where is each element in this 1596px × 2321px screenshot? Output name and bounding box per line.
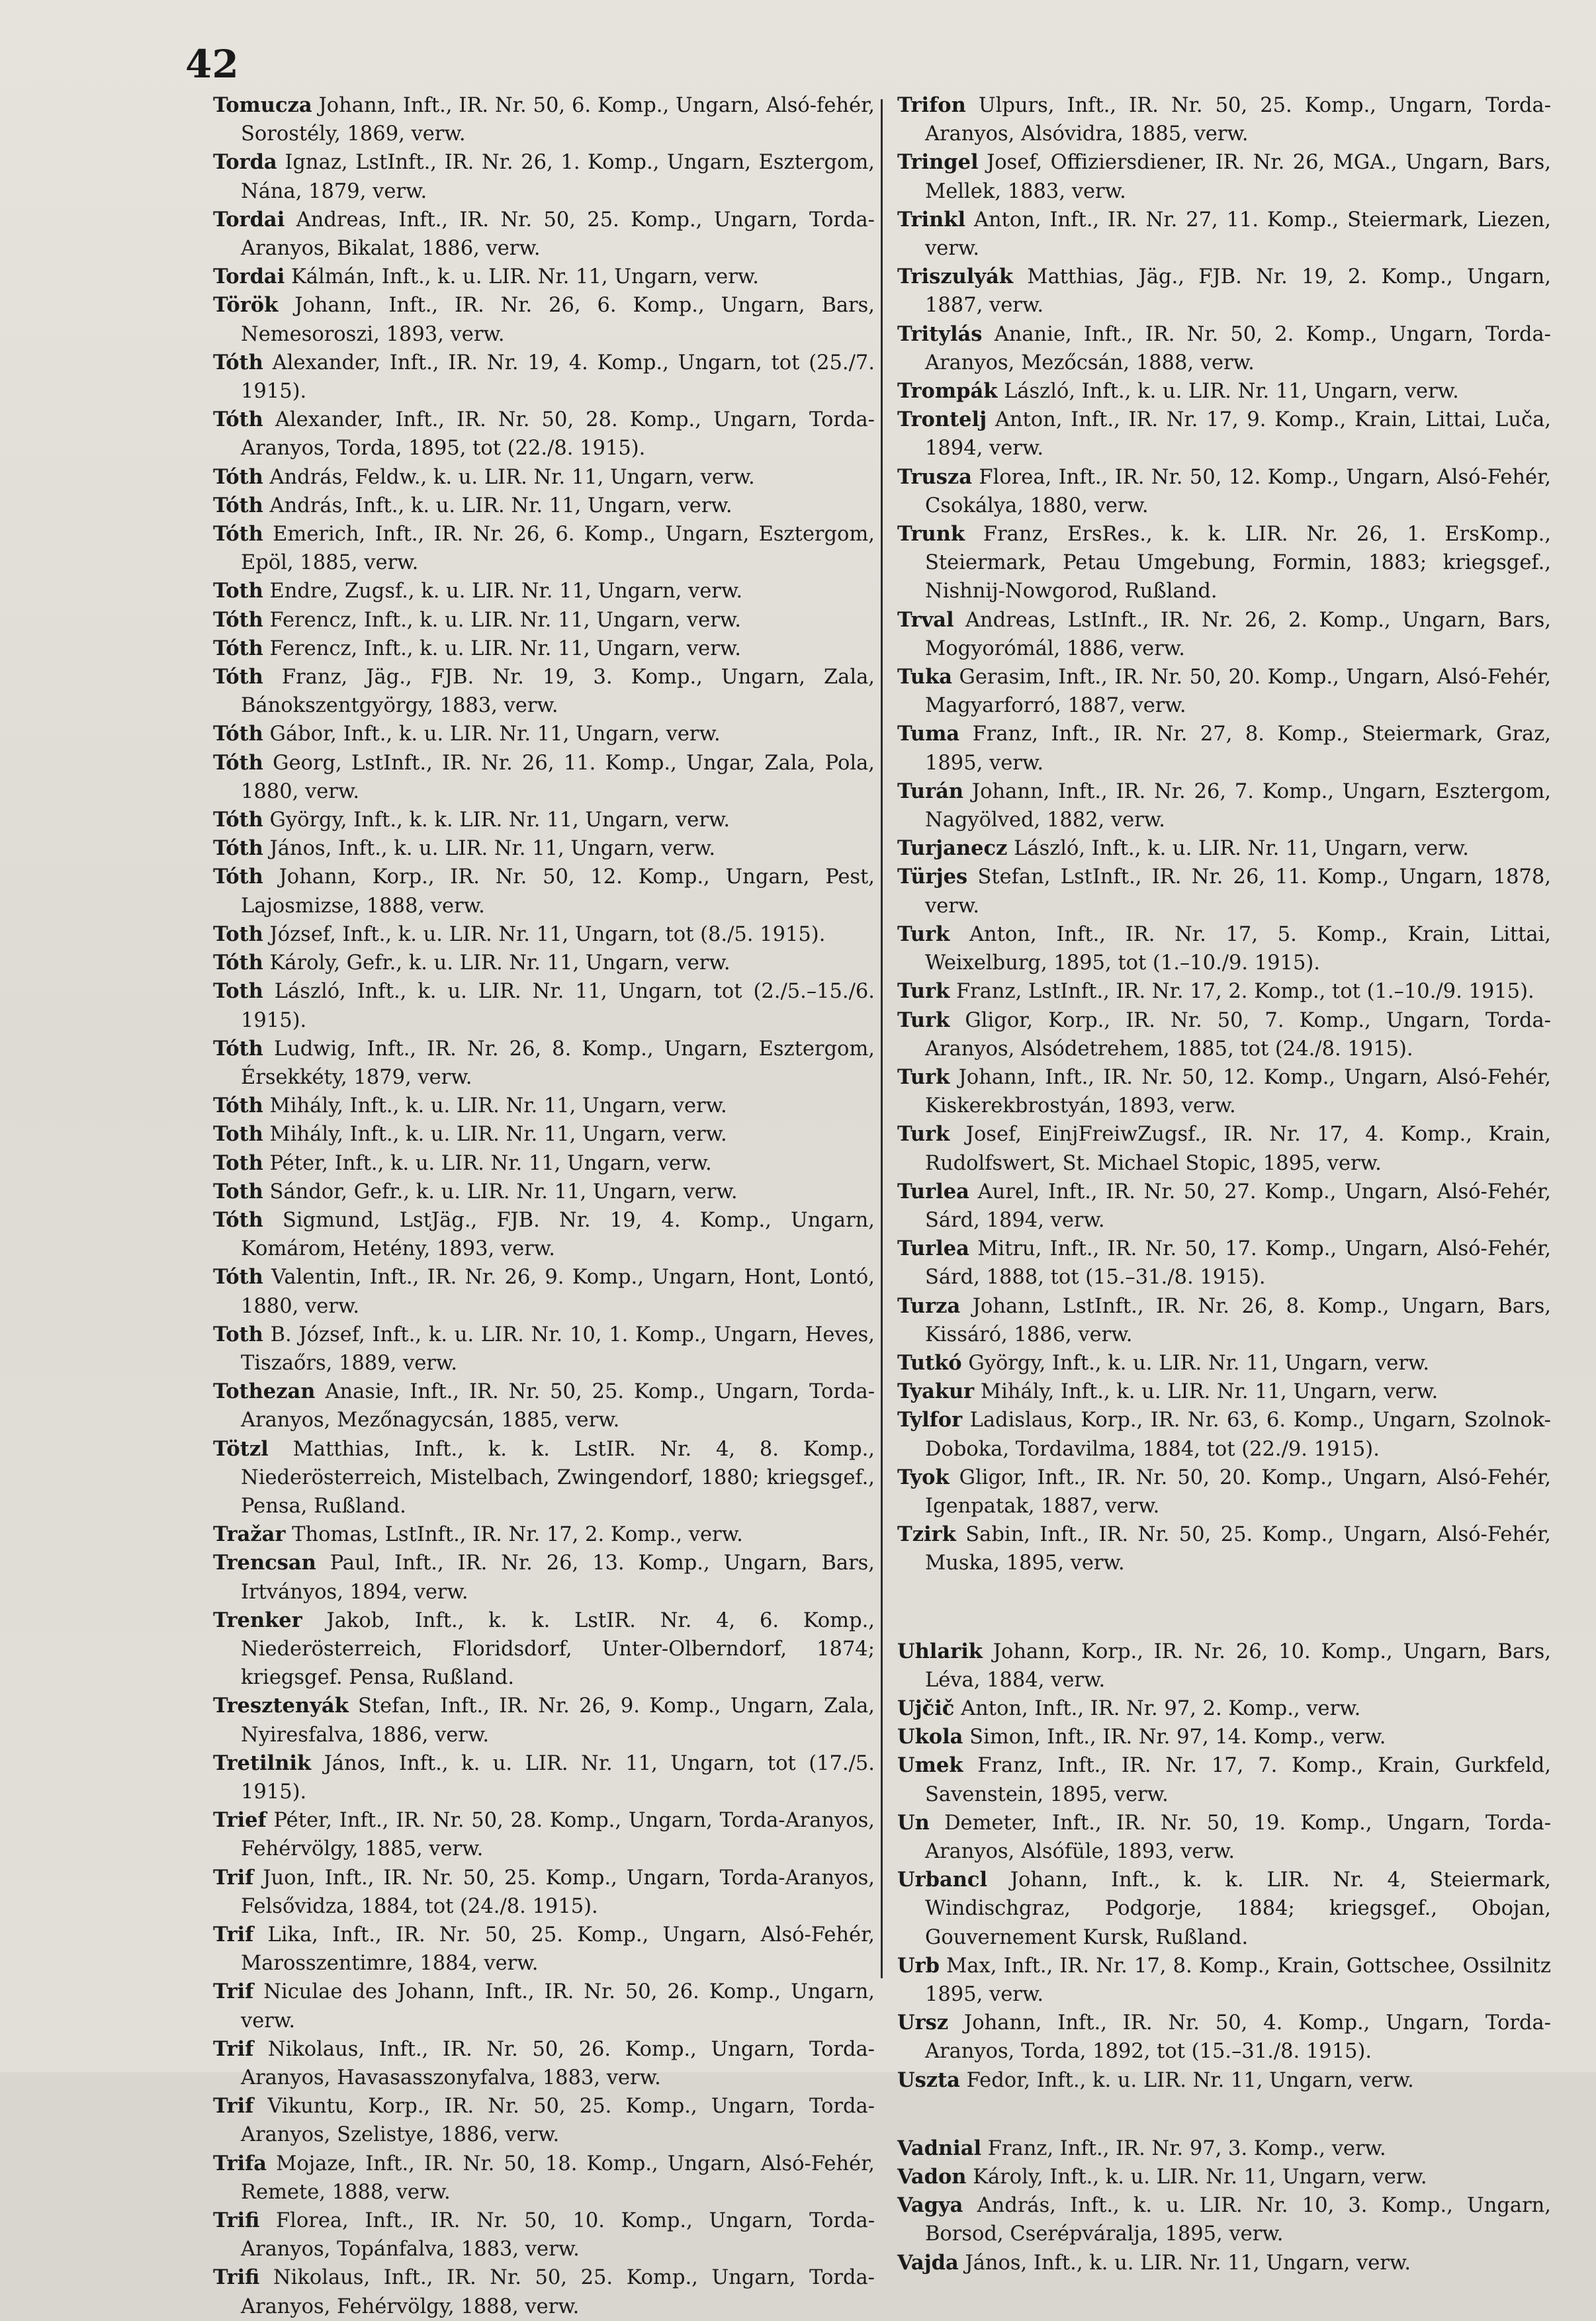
entry-surname: Tretilnik — [213, 1751, 312, 1775]
entry-surname: Uszta — [897, 2068, 960, 2092]
u-entries-section — [897, 1638, 1551, 2095]
entry-details: Josef, EinjFreiwZugsf., IR. Nr. 17, 4. Komp., Krain, Rudolfswert, St. Michael Stopic, 1895, verw. — [925, 1123, 1551, 1175]
entry-details: Vikuntu, Korp., IR. Nr. 50, 25. Komp., Ungarn, Torda-Aranyos, Szelistye, 1886, verw. — [241, 2095, 875, 2147]
entry-details: Gerasim, Inft., IR. Nr. 50, 20. Komp., Ungarn, Alsó-Fehér, Magyarforró, 1887, verw. — [925, 666, 1551, 718]
list-entry — [213, 1035, 875, 1092]
list-entry — [897, 777, 1551, 834]
entry-surname: Ujčič — [897, 1696, 955, 1720]
entry-surname: Tóth — [213, 836, 263, 861]
list-entry — [213, 1864, 875, 1921]
entry-surname: Trencsan — [213, 1551, 316, 1575]
entry-details: László, Inft., k. u. LIR. Nr. 11, Ungarn, tot (2./5.–15./6. 1915). — [241, 980, 875, 1032]
list-entry — [213, 1606, 875, 1692]
list-entry — [213, 606, 875, 635]
column-divider — [881, 99, 883, 1978]
entry-surname: Trief — [213, 1808, 267, 1833]
entry-surname: Ursz — [897, 2011, 949, 2035]
entry-details: Franz, Jäg., FJB. Nr. 19, 3. Komp., Ungarn, Zala, Bánokszentgyörgy, 1883, verw. — [241, 666, 875, 718]
entry-surname: Trifi — [213, 2209, 260, 2233]
entry-details: Stefan, Inft., IR. Nr. 26, 9. Komp., Ungarn, Zala, Nyiresfalva, 1886, verw. — [241, 1694, 875, 1747]
list-entry — [213, 2207, 875, 2263]
list-entry — [897, 206, 1551, 263]
entry-surname: Vajda — [897, 2250, 959, 2275]
entry-details: Anton, Inft., IR. Nr. 17, 5. Komp., Krain, Littai, Weixelburg, 1895, tot (1.–10./9. 1915). — [925, 922, 1551, 975]
entry-details: Nikolaus, Inft., IR. Nr. 50, 26. Komp., Ungarn, Torda-Aranyos, Havasasszonyfalva, 1883, verw. — [241, 2037, 875, 2090]
entry-details: Kálmán, Inft., k. u. LIR. Nr. 11, Ungarn, verw. — [291, 265, 759, 289]
list-entry — [897, 1178, 1551, 1235]
section-gap — [897, 1578, 1551, 1638]
entry-surname: Tyok — [897, 1465, 950, 1489]
entry-surname: Tóth — [213, 951, 263, 975]
entry-surname: Un — [897, 1810, 930, 1835]
entry-details: Péter, Inft., k. u. LIR. Nr. 11, Ungarn, verw. — [269, 1151, 712, 1175]
entry-surname: Trif — [213, 1923, 254, 1947]
entry-surname: Toth — [213, 1151, 263, 1175]
entry-details: Matthias, Jäg., FJB. Nr. 19, 2. Komp., Ungarn, 1887, verw. — [925, 265, 1551, 318]
entry-surname: Toth — [213, 1179, 263, 1204]
list-entry — [213, 977, 875, 1034]
entry-details: Aurel, Inft., IR. Nr. 50, 27. Komp., Ungarn, Alsó-Fehér, Sárd, 1894, verw. — [925, 1180, 1551, 1232]
entry-surname: Turk — [897, 979, 950, 1004]
list-entry — [213, 1120, 875, 1149]
entry-surname: Tóth — [213, 750, 263, 775]
entry-details: Mitru, Inft., IR. Nr. 50, 17. Komp., Ungarn, Alsó-Fehér, Sárd, 1888, tot (15.–31./8. 1915). — [925, 1237, 1552, 1290]
entry-details: Florea, Inft., IR. Nr. 50, 12. Komp., Ungarn, Alsó-Fehér, Csokálya, 1880, verw. — [925, 465, 1551, 517]
entry-surname: Toth — [213, 1122, 263, 1147]
entry-surname: Ukola — [897, 1725, 963, 1749]
entry-surname: Uhlarik — [897, 1639, 983, 1663]
list-entry — [897, 606, 1551, 663]
list-entry — [897, 1292, 1551, 1349]
entry-details: Mihály, Inft., k. u. LIR. Nr. 11, Ungarn, verw. — [980, 1380, 1439, 1404]
entry-details: Fedor, Inft., k. u. LIR. Nr. 11, Ungarn, verw. — [966, 2068, 1414, 2092]
entry-details: János, Inft., k. u. LIR. Nr. 11, Ungarn, verw. — [965, 2251, 1411, 2275]
list-entry — [897, 1235, 1551, 1292]
entry-details: Stefan, LstInft., IR. Nr. 26, 11. Komp., Ungarn, 1878, verw. — [925, 865, 1551, 918]
entry-details: Franz, Inft., IR. Nr. 17, 7. Komp., Krain, Gurkfeld, Savenstein, 1895, verw. — [925, 1754, 1551, 1806]
list-entry — [897, 91, 1551, 148]
entry-details: András, Feldw., k. u. LIR. Nr. 11, Ungarn, verw. — [269, 465, 755, 489]
entry-surname: Trinkl — [897, 207, 966, 232]
list-entry — [213, 1749, 875, 1806]
entry-surname: Vadnial — [897, 2136, 982, 2160]
entry-surname: Trifi — [213, 2265, 260, 2290]
entry-surname: Tothezan — [213, 1379, 316, 1404]
entry-surname: Tóth — [213, 493, 263, 517]
list-entry — [897, 406, 1551, 462]
list-entry — [213, 2150, 875, 2207]
list-entry — [897, 1006, 1551, 1063]
list-entry — [897, 1952, 1551, 2009]
list-entry — [897, 920, 1551, 977]
list-entry — [897, 2009, 1551, 2066]
entry-details: János, Inft., k. u. LIR. Nr. 11, Ungarn, verw. — [269, 837, 716, 861]
list-entry — [213, 1520, 875, 1549]
list-entry — [213, 206, 875, 263]
list-entry — [213, 349, 875, 406]
entry-surname: Triszulyák — [897, 265, 1014, 289]
list-entry — [897, 1063, 1551, 1120]
entry-details: Johann, Inft., IR. Nr. 50, 6. Komp., Ungarn, Alsó-fehér, Sorostély, 1869, verw. — [241, 94, 875, 146]
list-entry — [213, 1178, 875, 1206]
entry-details: Alexander, Inft., IR. Nr. 50, 28. Komp., Ungarn, Torda-Aranyos, Torda, 1895, tot (22./8. 1915). — [241, 408, 875, 460]
entry-surname: Tóth — [213, 808, 263, 832]
entry-surname: Trval — [897, 607, 954, 632]
list-entry — [897, 977, 1551, 1006]
list-entry — [897, 663, 1551, 720]
entry-details: Demeter, Inft., IR. Nr. 50, 19. Komp., Ungarn, Torda-Aranyos, Alsófüle, 1893, verw. — [925, 1811, 1551, 1863]
entry-details: Johann, Inft., IR. Nr. 26, 6. Komp., Ungarn, Bars, Nemesoroszi, 1893, verw. — [241, 294, 875, 346]
entry-details: Ananie, Inft., IR. Nr. 50, 2. Komp., Ungarn, Torda-Aranyos, Mezőcsán, 1888, verw. — [925, 322, 1551, 374]
entry-details: Gligor, Inft., IR. Nr. 50, 20. Komp., Ungarn, Alsó-Fehér, Igenpatak, 1887, verw. — [925, 1466, 1551, 1518]
entry-details: Johann, Inft., IR. Nr. 50, 12. Komp., Ungarn, Alsó-Fehér, Kiskerekbrostyán, 1893, verw. — [925, 1065, 1551, 1118]
entry-details: András, Inft., k. u. LIR. Nr. 10, 3. Komp., Ungarn, Borsod, Cserépváralja, 1895, verw. — [925, 2194, 1551, 2246]
list-entry — [213, 635, 875, 663]
right-column — [897, 91, 1551, 2277]
entry-details: Johann, Korp., IR. Nr. 50, 12. Komp., Ungarn, Pest, Lajosmizse, 1888, verw. — [241, 865, 875, 918]
list-entry — [897, 1520, 1551, 1577]
entry-details: Florea, Inft., IR. Nr. 50, 10. Komp., Ungarn, Torda-Aranyos, Topánfalva, 1883, verw. — [241, 2209, 875, 2261]
entry-details: Johann, LstInft., IR. Nr. 26, 8. Komp., Ungarn, Bars, Kissáró, 1886, verw. — [925, 1294, 1551, 1346]
list-entry — [897, 1751, 1551, 1808]
entry-details: Matthias, Inft., k. k. LstIR. Nr. 4, 8. Komp., Niederösterreich, Mistelbach, Zwingendorf, 1880; kriegsgef., Pensa, Rußland. — [241, 1437, 875, 1518]
entry-surname: Török — [213, 293, 279, 318]
entry-surname: Tóth — [213, 1207, 263, 1232]
list-entry — [213, 949, 875, 977]
entry-details: Anasie, Inft., IR. Nr. 50, 25. Komp., Ungarn, Torda-Aranyos, Mezőnagycsán, 1885, verw. — [241, 1380, 875, 1432]
list-entry — [213, 148, 875, 205]
entry-details: Franz, LstInft., IR. Nr. 17, 2. Komp., tot (1.–10./9. 1915). — [955, 980, 1534, 1004]
entry-details: Mihály, Inft., k. u. LIR. Nr. 11, Ungarn, verw. — [269, 1123, 727, 1147]
list-entry — [897, 2134, 1551, 2163]
left-column — [213, 91, 875, 2321]
entry-details: Anton, Inft., IR. Nr. 97, 2. Komp., verw. — [961, 1696, 1361, 1720]
entry-details: Niculae des Johann, Inft., IR. Nr. 50, 26. Komp., Ungarn, verw. — [241, 1980, 875, 2033]
entry-details: Gábor, Inft., k. u. LIR. Nr. 11, Ungarn, verw. — [269, 723, 721, 746]
entry-surname: Trenker — [213, 1608, 302, 1632]
list-entry — [213, 291, 875, 348]
list-entry — [897, 1120, 1551, 1177]
list-entry — [897, 263, 1551, 320]
list-entry — [213, 406, 875, 462]
entry-details: Gligor, Korp., IR. Nr. 50, 7. Komp., Ungarn, Torda-Aranyos, Alsódetrehem, 1885, tot (24./8. 1915). — [925, 1008, 1551, 1061]
entry-details: Johann, Inft., IR. Nr. 26, 7. Komp., Ungarn, Esztergom, Nagyölved, 1882, verw. — [925, 779, 1551, 832]
list-entry — [897, 148, 1551, 205]
entry-details: József, Inft., k. u. LIR. Nr. 11, Ungarn, tot (8./5. 1915). — [269, 922, 826, 946]
entry-surname: Trifon — [897, 93, 966, 117]
entry-details: Juon, Inft., IR. Nr. 50, 25. Komp., Ungarn, Torda-Aranyos, Felsővidza, 1884, tot (24./8. 1915). — [241, 1866, 875, 1918]
entry-details: Ulpurs, Inft., IR. Nr. 50, 25. Komp., Ungarn, Torda-Aranyos, Alsóvidra, 1885, verw. — [925, 94, 1551, 146]
entry-details: Anton, Inft., IR. Nr. 27, 11. Komp., Steiermark, Liezen, verw. — [925, 208, 1551, 261]
list-entry — [897, 863, 1551, 920]
entry-details: Ignaz, LstInft., IR. Nr. 26, 1. Komp., Ungarn, Esztergom, Nána, 1879, verw. — [241, 151, 875, 203]
entry-surname: Turán — [897, 779, 964, 803]
entry-details: György, Inft., k. k. LIR. Nr. 11, Ungarn, verw. — [269, 809, 731, 832]
entry-details: Paul, Inft., IR. Nr. 26, 13. Komp., Ungarn, Bars, Irtványos, 1894, verw. — [241, 1552, 875, 1604]
entry-details: Josef, Offiziersdiener, IR. Nr. 26, MGA., Ungarn, Bars, Mellek, 1883, verw. — [925, 151, 1551, 203]
entry-surname: Toth — [213, 579, 263, 603]
entry-surname: Tóth — [213, 408, 263, 432]
list-entry — [213, 1806, 875, 1863]
entry-details: Sigmund, LstJäg., FJB. Nr. 19, 4. Komp., Ungarn, Komárom, Hetény, 1893, verw. — [241, 1208, 875, 1261]
list-entry — [897, 1406, 1551, 1463]
entry-surname: Trif — [213, 2036, 254, 2061]
entry-surname: Turlea — [897, 1237, 969, 1261]
entry-surname: Tóth — [213, 607, 263, 632]
entry-surname: Tóth — [213, 865, 263, 889]
entry-details: Franz, Inft., IR. Nr. 97, 3. Komp., verw. — [987, 2136, 1386, 2160]
list-entry — [213, 1692, 875, 1749]
list-entry — [213, 2263, 875, 2320]
entry-details: Franz, Inft., IR. Nr. 27, 8. Komp., Steiermark, Graz, 1895, verw. — [925, 723, 1551, 775]
entry-details: Andreas, Inft., IR. Nr. 50, 25. Komp., Ungarn, Torda-Aranyos, Bikalat, 1886, verw. — [241, 208, 875, 261]
entry-surname: Tritylás — [897, 322, 983, 346]
entry-details: Alexander, Inft., IR. Nr. 19, 4. Komp., Ungarn, tot (25./7. 1915). — [241, 351, 875, 404]
entry-details: Mihály, Inft., k. u. LIR. Nr. 11, Ungarn, verw. — [269, 1094, 727, 1118]
list-entry — [897, 1723, 1551, 1751]
entry-surname: Tóth — [213, 350, 263, 374]
entry-surname: Türjes — [897, 865, 968, 889]
entry-details: László, Inft., k. u. LIR. Nr. 11, Ungarn, verw. — [1004, 380, 1459, 404]
entry-details: Sándor, Gefr., k. u. LIR. Nr. 11, Ungarn, verw. — [269, 1180, 738, 1204]
entry-surname: Trifa — [213, 2151, 267, 2175]
entry-details: György, Inft., k. u. LIR. Nr. 11, Ungarn, verw. — [968, 1351, 1430, 1375]
entry-surname: Tóth — [213, 636, 263, 660]
list-entry — [213, 834, 875, 863]
entry-details: B. József, Inft., k. u. LIR. Nr. 10, 1. Komp., Ungarn, Heves, Tiszaőrs, 1889, verw. — [241, 1323, 875, 1375]
entry-details: Max, Inft., IR. Nr. 17, 8. Komp., Krain, Gottschee, Ossilnitz 1895, verw. — [925, 1954, 1551, 2006]
list-entry — [897, 463, 1551, 520]
list-entry — [897, 1809, 1551, 1866]
list-entry — [213, 463, 875, 492]
list-entry — [213, 806, 875, 834]
list-entry — [213, 720, 875, 748]
entry-surname: Tóth — [213, 722, 263, 746]
entry-surname: Tresztenyák — [213, 1694, 349, 1718]
list-entry — [213, 577, 875, 605]
entry-surname: Turza — [897, 1293, 961, 1318]
list-entry — [897, 2163, 1551, 2191]
entry-details: Ludwig, Inft., IR. Nr. 26, 8. Komp., Ungarn, Esztergom, Érsekkéty, 1879, verw. — [241, 1037, 875, 1089]
list-entry — [213, 1263, 875, 1320]
entry-surname: Tordai — [213, 265, 285, 289]
entry-details: Ferencz, Inft., k. u. LIR. Nr. 11, Ungarn, verw. — [269, 636, 741, 660]
entry-surname: Turk — [897, 922, 950, 946]
t-entries-section — [897, 91, 1551, 1578]
list-entry — [213, 1435, 875, 1521]
entry-surname: Turjanecz — [897, 836, 1008, 861]
list-entry — [213, 91, 875, 148]
list-entry — [897, 1694, 1551, 1723]
list-entry — [897, 720, 1551, 777]
entry-details: Ladislaus, Korp., IR. Nr. 63, 6. Komp., Ungarn, Szolnok-Doboka, Tordavilma, 1884, tot (22./9. 1915). — [925, 1409, 1551, 1461]
entry-details: Károly, Gefr., k. u. LIR. Nr. 11, Ungarn, verw. — [269, 951, 731, 975]
entry-surname: Tražar — [213, 1522, 286, 1547]
list-entry — [213, 2092, 875, 2149]
entry-surname: Urb — [897, 1953, 940, 1978]
entry-surname: Trif — [213, 1980, 254, 2004]
entry-surname: Turlea — [897, 1179, 969, 1204]
entry-surname: Tyakur — [897, 1379, 975, 1404]
entry-details: Péter, Inft., IR. Nr. 50, 28. Komp., Ungarn, Torda-Aranyos, Fehérvölgy, 1885, verw. — [241, 1809, 875, 1861]
entry-details: Nikolaus, Inft., IR. Nr. 50, 25. Komp., Ungarn, Torda-Aranyos, Fehérvölgy, 1888, verw. — [241, 2266, 875, 2318]
entry-details: Endre, Zugsf., k. u. LIR. Nr. 11, Ungarn, verw. — [269, 580, 743, 603]
list-entry — [213, 1549, 875, 1606]
entry-surname: Tóth — [213, 1036, 263, 1061]
list-entry — [213, 920, 875, 949]
entry-details: András, Inft., k. u. LIR. Nr. 11, Ungarn, verw. — [269, 494, 732, 517]
list-entry — [213, 1206, 875, 1263]
entry-details: Johann, Inft., IR. Nr. 50, 4. Komp., Ungarn, Torda-Aranyos, Torda, 1892, tot (15.–31./8. 1915). — [925, 2011, 1551, 2064]
entry-surname: Tomucza — [213, 93, 312, 117]
list-entry — [213, 1378, 875, 1434]
list-entry — [213, 1092, 875, 1120]
entry-surname: Toth — [213, 979, 263, 1004]
entry-surname: Tuma — [897, 722, 960, 746]
entry-surname: Tordai — [213, 207, 285, 232]
list-entry — [213, 749, 875, 806]
list-entry — [213, 1149, 875, 1178]
entry-details: Ferencz, Inft., k. u. LIR. Nr. 11, Ungarn, verw. — [269, 608, 741, 632]
v-entries-section — [897, 2134, 1551, 2277]
entry-details: Johann, Inft., k. k. LIR. Nr. 4, Steiermark, Windischgraz, Podgorje, 1884; kriegsgef., Obojan, Gouvernement Kursk, Rußland. — [925, 1868, 1551, 1949]
entry-surname: Tutkó — [897, 1350, 962, 1375]
entry-details: Georg, LstInft., IR. Nr. 26, 11. Komp., Ungar, Zala, Pola, 1880, verw. — [241, 751, 875, 803]
list-entry — [897, 2249, 1551, 2277]
entry-surname: Trontelj — [897, 408, 987, 432]
list-entry — [213, 663, 875, 720]
entry-surname: Toth — [213, 1322, 263, 1346]
section-gap — [897, 2095, 1551, 2134]
entry-details: Anton, Inft., IR. Nr. 17, 9. Komp., Krain, Littai, Luča, 1894, verw. — [925, 408, 1551, 460]
list-entry — [213, 263, 875, 291]
entry-details: Johann, Korp., IR. Nr. 26, 10. Komp., Ungarn, Bars, Léva, 1884, verw. — [925, 1640, 1551, 1692]
list-entry — [213, 1978, 875, 2035]
list-entry — [213, 1921, 875, 1978]
entry-surname: Umek — [897, 1753, 963, 1778]
entry-details: Simon, Inft., IR. Nr. 97, 14. Komp., verw. — [969, 1726, 1386, 1749]
entry-surname: Tylfor — [897, 1408, 963, 1432]
entry-surname: Trif — [213, 2094, 254, 2119]
entry-surname: Tóth — [213, 464, 263, 489]
entry-surname: Tötzl — [213, 1436, 269, 1461]
entry-details: Károly, Inft., k. u. LIR. Nr. 11, Ungarn, verw. — [973, 2166, 1427, 2189]
list-entry — [213, 1321, 875, 1378]
entry-details: Valentin, Inft., IR. Nr. 26, 9. Komp., Ungarn, Hont, Lontó, 1880, verw. — [241, 1266, 875, 1318]
page-number: 42 — [185, 42, 239, 87]
list-entry — [213, 863, 875, 920]
entry-surname: Turk — [897, 1065, 950, 1089]
entry-details: Thomas, LstInft., IR. Nr. 17, 2. Komp., verw. — [292, 1523, 743, 1547]
list-entry — [897, 320, 1551, 377]
list-entry — [897, 2191, 1551, 2248]
entry-surname: Tóth — [213, 1265, 263, 1290]
entry-surname: Turk — [897, 1122, 950, 1147]
entry-details: Jakob, Inft., k. k. LstIR. Nr. 4, 6. Komp., Niederösterreich, Floridsdorf, Unter-Olberndorf, 1874; kriegsgef. Pensa, Rußland. — [241, 1608, 875, 1690]
list-entry — [897, 520, 1551, 606]
entry-details: László, Inft., k. u. LIR. Nr. 11, Ungarn, verw. — [1014, 837, 1469, 861]
list-entry — [213, 520, 875, 577]
entry-details: Emerich, Inft., IR. Nr. 26, 6. Komp., Ungarn, Esztergom, Epöl, 1885, verw. — [241, 523, 875, 575]
entry-surname: Turk — [897, 1008, 950, 1032]
entry-surname: Trunk — [897, 522, 965, 547]
entry-details: Mojaze, Inft., IR. Nr. 50, 18. Komp., Ungarn, Alsó-Fehér, Remete, 1888, verw. — [241, 2152, 875, 2204]
entry-details: Sabin, Inft., IR. Nr. 50, 25. Komp., Ungarn, Alsó-Fehér, Muska, 1895, verw. — [925, 1523, 1551, 1575]
entry-surname: Trusza — [897, 464, 972, 489]
entry-surname: Torda — [213, 150, 277, 175]
entry-details: Lika, Inft., IR. Nr. 50, 25. Komp., Ungarn, Alsó-Fehér, Marosszentimre, 1884, verw. — [241, 1923, 875, 1976]
entry-surname: Toth — [213, 922, 263, 946]
entry-surname: Urbancl — [897, 1868, 988, 1892]
entry-details: János, Inft., k. u. LIR. Nr. 11, Ungarn, tot (17./5. 1915). — [241, 1751, 875, 1804]
list-entry — [897, 1378, 1551, 1406]
list-entry — [897, 1464, 1551, 1520]
list-entry — [897, 1349, 1551, 1378]
entry-surname: Vagya — [897, 2193, 963, 2218]
entry-surname: Trif — [213, 1865, 254, 1890]
entry-details: Andreas, LstInft., IR. Nr. 26, 2. Komp., Ungarn, Bars, Mogyorómál, 1886, verw. — [925, 608, 1551, 660]
list-entry — [213, 492, 875, 520]
entry-surname: Tuka — [897, 665, 952, 689]
entry-surname: Tringel — [897, 150, 979, 175]
entry-surname: Tóth — [213, 665, 263, 689]
entry-surname: Vadon — [897, 2165, 967, 2189]
list-entry — [897, 2066, 1551, 2095]
list-entry — [897, 834, 1551, 863]
list-entry — [213, 2035, 875, 2092]
entry-surname: Tzirk — [897, 1522, 956, 1547]
entry-surname: Tóth — [213, 1094, 263, 1118]
list-entry — [897, 1866, 1551, 1952]
list-entry — [897, 377, 1551, 406]
entry-surname: Trompák — [897, 379, 998, 404]
entry-surname: Tóth — [213, 522, 263, 547]
entry-details: Franz, ErsRes., k. k. LIR. Nr. 26, 1. ErsKomp., Steiermark, Petau Umgebung, Formin, 1883; kriegsgef., Nishnij-Nowgorod, Rußland. — [925, 523, 1552, 603]
list-entry — [897, 1638, 1551, 1694]
